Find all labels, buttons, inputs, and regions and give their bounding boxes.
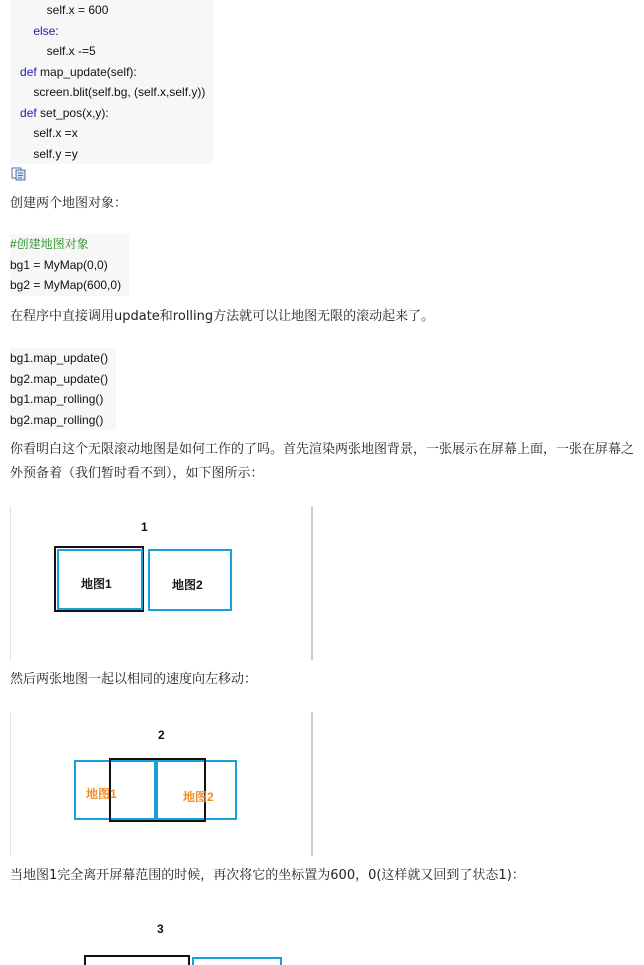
code-keyword: def (20, 105, 37, 120)
code-line: self.x -=5 (10, 44, 96, 58)
code-line: else: (33, 23, 59, 38)
code-line: bg2.map_rolling() (10, 412, 104, 427)
diagram-number: 3 (157, 922, 164, 936)
code-comment: #创建地图对象 (10, 237, 89, 251)
code-line: bg2 = MyMap(600,0) (10, 278, 122, 292)
code-line: def set_pos(x,y): (20, 105, 109, 120)
map-2-label: 地图2 (172, 578, 203, 592)
code-line: self.y =y (10, 146, 78, 161)
code-line: bg1.map_update() (10, 351, 109, 365)
diagram-number: 2 (158, 728, 165, 742)
code-keyword: else (33, 23, 56, 38)
diagram-state-3 (10, 906, 310, 960)
code-line: bg1 = MyMap(0,0) (10, 257, 108, 272)
code-line: bg2.map_update() (10, 371, 109, 386)
code-line: screen.blit(self.bg, (self.x,self.y)) (10, 85, 206, 99)
code-line: bg1.map_rolling() (10, 392, 104, 406)
map-1-label: 地图1 (81, 577, 112, 591)
code-keyword: def (20, 64, 37, 79)
diagram-number: 1 (141, 520, 148, 534)
paragraph-reset-position: 当地图1完全离开屏幕范围的时候，再次将它的坐标置为600，0(这样就又回到了状态1)： (10, 868, 525, 883)
screen-frame (84, 955, 190, 965)
paragraph-move-left: 然后两张地图一起以相同的速度向左移动： (10, 672, 258, 687)
map-2-label: 地图2 (183, 790, 214, 804)
code-line: self.x =x (10, 126, 78, 140)
code-line: def map_update(self): (20, 64, 137, 79)
code-block-call-methods (10, 348, 116, 430)
code-block-create-maps (10, 234, 129, 296)
diagram-state-1 (10, 506, 313, 660)
diagram-state-2 (10, 712, 313, 856)
map-box (192, 957, 282, 965)
paragraph-explain: 你看明白这个无限滚动地图是如何工作的了吗。首先渲染两张地图背景，一张展示在屏幕上面，一张在屏幕之外预备着（我们暂时看不到），如下图所示： (10, 442, 635, 481)
paragraph-call-methods: 在程序中直接调用update和rolling方法就可以让地图无限的滚动起来了。 (10, 309, 435, 324)
code-block-class-methods (10, 0, 213, 164)
map-1-label: 地图1 (86, 787, 117, 801)
paragraph-create-maps: 创建两个地图对象： (10, 196, 128, 211)
code-line: self.x = 600 (10, 3, 109, 17)
copy-code-icon[interactable] (11, 167, 27, 181)
